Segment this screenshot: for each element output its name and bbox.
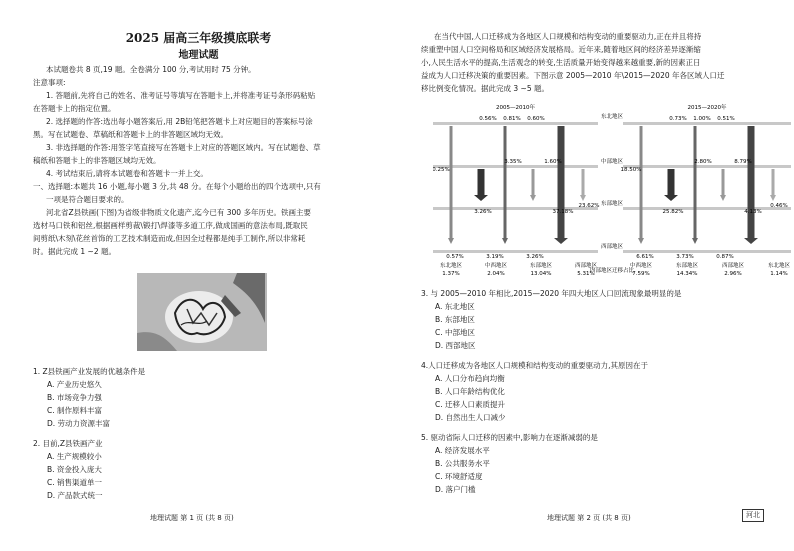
row-band xyxy=(623,207,791,210)
option-d[interactable]: D. 西部地区 xyxy=(435,341,476,350)
migration-arrowhead xyxy=(770,195,776,201)
migration-arrow xyxy=(478,169,485,195)
instructions xyxy=(33,63,373,258)
intro-line: 黑。写在试题卷、草稿纸和答题卡上的非答题区域均无效。 xyxy=(33,130,228,139)
flow-value: 25.82% xyxy=(662,209,684,215)
flow-value: 6.61% xyxy=(636,254,654,260)
question-stem: 3. 与 2005—2010 年相比,2015—2020 年四大地区人口回流现象最明显的是 xyxy=(421,289,682,298)
flow-value: 3.73% xyxy=(676,254,694,260)
flow-value: 0.87% xyxy=(716,254,734,260)
option-a[interactable]: A. 人口分布趋向均衡 xyxy=(435,374,505,383)
passage-line: 河北省Z县铁画(下图)为省级非物质文化遗产,迄今已有 300 多年历史。铁画主要 xyxy=(46,208,311,217)
option-d[interactable]: D. 自然出生人口减少 xyxy=(435,413,506,422)
region-name: 西部地区 xyxy=(721,263,745,269)
migration-arrowhead xyxy=(554,238,568,244)
flow-value: 4.13% xyxy=(744,209,762,215)
row-label-northeast: 东北地区 xyxy=(600,114,624,120)
migration-arrowhead xyxy=(720,195,726,201)
flow-value: 0.73% xyxy=(669,116,687,122)
intro-line: 本试题卷共 8 页,19 题。全卷满分 100 分,考试用时 75 分钟。 xyxy=(46,65,256,74)
flow-value: 0.51% xyxy=(717,116,735,122)
row-label-west: 西部地区 xyxy=(600,244,624,250)
page-footer: 地理试题 第 2 页 (共 8 页) xyxy=(547,514,631,522)
option-c[interactable]: C. 制作原料丰富 xyxy=(47,406,103,415)
flow-value: 0.46% xyxy=(770,203,788,209)
option-b[interactable]: B. 市场竞争力强 xyxy=(47,393,102,402)
question-stem: 1. Z县铁画产业发展的优越条件是 xyxy=(33,367,146,376)
passage-line: 益成为人口迁移决策的重要因素。下图示意 2005—2010 年\2015—2020 年各区域人口迁 xyxy=(421,71,725,80)
region-name: 东北地区 xyxy=(767,263,791,269)
migration-arrowhead xyxy=(638,238,644,244)
page-footer: 地理试题 第 1 页 (共 8 页) xyxy=(150,514,234,522)
question-stem: 5. 驱动省际人口迁移的因素中,影响力在逐渐减弱的是 xyxy=(421,433,598,442)
migration-arrowhead xyxy=(448,238,454,244)
question-3 xyxy=(421,287,781,352)
question-1 xyxy=(33,365,373,430)
iron-painting-photo xyxy=(137,273,267,351)
intro-line: 稿纸和答题卡上的非答题区域均无效。 xyxy=(33,156,161,165)
flow-value: 8.79% xyxy=(734,159,752,165)
intro-line: 4. 考试结束后,请将本试题卷和答题卡一并上交。 xyxy=(46,169,208,178)
passage-line: 移比例变化情况。据此完成 3 ~5 题。 xyxy=(421,84,549,93)
region-value: 7.59% xyxy=(632,271,650,277)
exam-subject: 地理试题 xyxy=(178,50,219,61)
exam-title: 2025 届高三年级摸底联考 xyxy=(125,31,272,45)
row-band xyxy=(433,165,598,168)
flow-value: 0.56% xyxy=(479,116,497,122)
flow-value: 37.18% xyxy=(552,209,574,215)
migration-arrow xyxy=(722,169,725,195)
migration-chart xyxy=(433,103,791,283)
migration-arrow xyxy=(504,126,507,238)
row-band xyxy=(623,165,791,168)
migration-arrowhead xyxy=(530,195,536,201)
migration-chart-svg xyxy=(433,103,791,283)
row-band xyxy=(623,250,791,253)
option-b[interactable]: B. 东部地区 xyxy=(435,315,475,324)
option-d[interactable]: D. 产品款式统一 xyxy=(47,491,103,500)
intro-line: 在答题卡上的指定位置。 xyxy=(33,104,116,113)
region-value: 1.14% xyxy=(770,271,788,277)
question-2 xyxy=(33,437,373,502)
passage-line: 选材马口铁和铝丝,根据画样剪裁\锻打\焊漆等多道工序,做成国画的意法布局,既取民 xyxy=(33,221,308,230)
option-b[interactable]: B. 资金投入庞大 xyxy=(47,465,102,474)
region-badge: 河北 xyxy=(742,509,764,522)
migration-arrow xyxy=(772,169,775,195)
row-band xyxy=(623,122,791,125)
region-name: 中西地区 xyxy=(484,263,508,269)
option-c[interactable]: C. 迁移人口素质提升 xyxy=(435,400,506,409)
panel-title: 2005—2010年 xyxy=(496,105,535,111)
migration-arrowhead xyxy=(580,195,586,201)
region-value: 2.96% xyxy=(724,271,742,277)
flow-value: 3.26% xyxy=(526,254,544,260)
option-c[interactable]: C. 销售渠道单一 xyxy=(47,478,103,487)
migration-arrowhead xyxy=(744,238,758,244)
region-value: 5.31% xyxy=(577,271,595,277)
migration-arrowhead xyxy=(664,195,678,201)
row-band xyxy=(433,250,598,253)
option-b[interactable]: B. 公共服务水平 xyxy=(435,459,490,468)
migration-arrow xyxy=(640,126,643,238)
option-a[interactable]: A. 产业历史悠久 xyxy=(47,380,102,389)
migration-arrow xyxy=(748,126,755,238)
intro-line: 3. 非选择题的作答:用签字笔直接写在答题卡上对应的答题区域内。写在试题卷、草 xyxy=(46,143,321,152)
migration-arrow xyxy=(558,126,565,238)
migration-arrowhead xyxy=(692,238,698,244)
passage xyxy=(421,30,781,95)
intro-line: 一项是符合题目要求的。 xyxy=(46,195,129,204)
question-stem: 2. 目前,Z县铁画产业 xyxy=(33,439,103,448)
flow-value: 1.60% xyxy=(544,159,562,165)
flow-value: 0.25% xyxy=(433,167,450,173)
flow-value: 18.50% xyxy=(620,167,642,173)
region-name: 西部地区 xyxy=(574,263,598,269)
panel-title: 2015—2020年 xyxy=(687,105,727,111)
passage-line: 间剪纸\木刻\花丝首饰的工艺技术制造而成,但因全过程都是纯手工制作,所以非常耗 xyxy=(33,234,306,243)
migration-arrowhead xyxy=(474,195,488,201)
region-name: 东北地区 xyxy=(439,263,463,269)
option-c[interactable]: C. 环境舒适度 xyxy=(435,472,483,481)
intro-line: 注意事项: xyxy=(33,78,66,87)
passage-line: 时。据此完成 1 ~2 题。 xyxy=(33,247,116,256)
option-a[interactable]: A. 经济发展水平 xyxy=(435,446,490,455)
option-b[interactable]: B. 人口年龄结构优化 xyxy=(435,387,505,396)
region-name: 东部地区 xyxy=(675,263,699,269)
option-d[interactable]: D. 劳动力资源丰富 xyxy=(47,419,111,428)
flow-value: 2.80% xyxy=(694,159,712,165)
region-name: 中西地区 xyxy=(629,263,653,269)
option-a[interactable]: A. 生产规模较小 xyxy=(47,452,102,461)
flow-value: 0.60% xyxy=(527,116,545,122)
intro-line: 2. 选择题的作答:选出每小题答案后,用 2B铅笔把答题卡上对应题目的答案标号涂 xyxy=(46,117,313,126)
migration-arrowhead xyxy=(502,238,508,244)
migration-arrow xyxy=(668,169,675,195)
region-value: 2.04% xyxy=(487,271,505,277)
option-d[interactable]: D. 落户门槛 xyxy=(435,485,476,494)
row-band xyxy=(433,122,598,125)
option-c[interactable]: C. 中部地区 xyxy=(435,328,476,337)
question-4 xyxy=(421,359,781,424)
migration-arrow xyxy=(694,126,697,238)
region-value: 14.34% xyxy=(676,271,698,277)
migration-arrow xyxy=(450,126,453,238)
option-a[interactable]: A. 东北地区 xyxy=(435,302,475,311)
intro-line: 1. 答题前,先将自己的姓名、准考证号等填写在答题卡上,并将准考证号条形码粘贴 xyxy=(46,91,316,100)
flow-value: 3.26% xyxy=(474,209,492,215)
flow-value: 0.81% xyxy=(503,116,521,122)
flow-value: 3.35% xyxy=(504,159,522,165)
row-label-east: 东部地区 xyxy=(600,201,624,207)
region-name: 东部地区 xyxy=(529,263,553,269)
center-label: 内部地区迁移占比 xyxy=(589,268,635,274)
question-5 xyxy=(421,431,781,496)
region-value: 1.37% xyxy=(442,271,460,277)
passage-line: 在当代中国,人口迁移成为各地区人口规模和结构变动的重要驱动力,正在并且将持 xyxy=(434,32,702,41)
passage-line: 小,人民生活水平的提高,生活观念的转变,生活质量开始变得越来越重要,新的因素正日 xyxy=(421,58,701,67)
migration-arrow xyxy=(532,169,535,195)
flow-value: 23.62% xyxy=(578,203,600,209)
flow-value: 0.57% xyxy=(446,254,464,260)
passage-line: 续重塑中国人口空间格局和区域经济发展格局。近年来,随着地区间的经济差异逐渐缩 xyxy=(421,45,701,54)
question-stem: 4.人口迁移成为各地区人口规模和结构变动的重要驱动力,其原因在于 xyxy=(421,361,649,370)
migration-arrow xyxy=(582,169,585,195)
row-label-central: 中部地区 xyxy=(600,159,624,165)
section-heading: 一、选择题:本题共 16 小题,每小题 3 分,共 48 分。在每个小题给出的四个选项中,只有 xyxy=(33,182,321,191)
flow-value: 3.19% xyxy=(486,254,504,260)
flow-value: 1.00% xyxy=(693,116,711,122)
region-value: 13.04% xyxy=(530,271,552,277)
